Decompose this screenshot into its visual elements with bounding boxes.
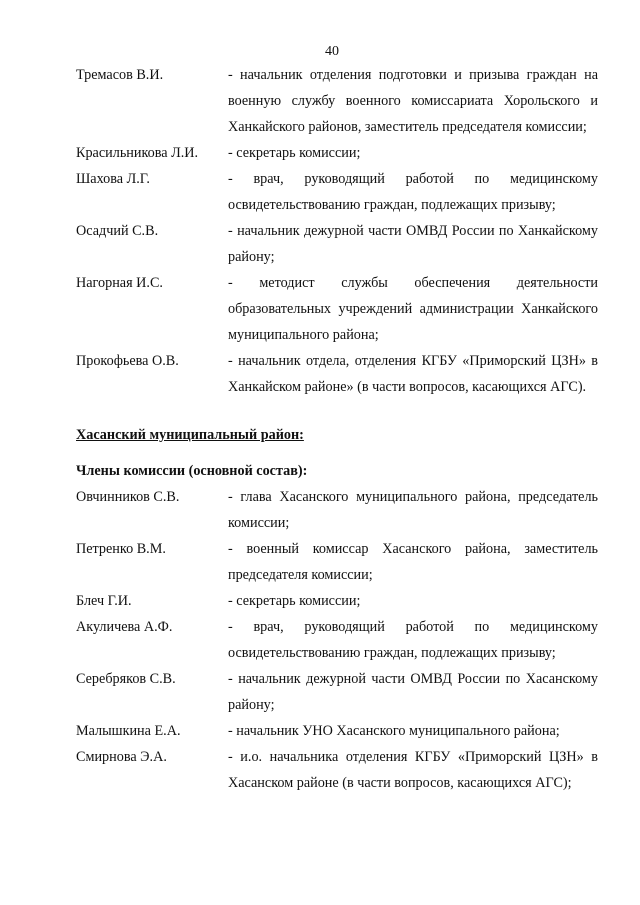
member-entry (76, 166, 598, 218)
member-entry (76, 270, 598, 348)
member-name: Малышкина Е.А. (76, 723, 181, 739)
member-name: Прокофьева О.В. (76, 353, 179, 369)
member-name: Тремасов В.И. (76, 67, 164, 83)
member-role: - начальник отделения подготовки и призыва граждан на военную службу военного комиссариата Хорольского и Ханкайского районов, заместитель председателя комиссии; (228, 67, 598, 135)
member-role: - начальник дежурной части ОМВД России по Хасанскому району; (228, 671, 598, 713)
member-role: - глава Хасанского муниципального района, председатель комиссии; (228, 489, 598, 531)
member-entry (76, 348, 598, 400)
section-heading: Хасанский муниципальный район: (76, 427, 304, 443)
member-role: - военный комиссар Хасанского района, заместитель председателя комиссии; (228, 541, 598, 583)
member-name: Блеч Г.И. (76, 593, 132, 609)
member-name: Петренко В.М. (76, 541, 166, 557)
member-entry (76, 588, 598, 614)
member-entry (76, 218, 598, 270)
member-role: - секретарь комиссии; (228, 593, 361, 609)
member-entry (76, 666, 598, 718)
page-number: 40 (325, 44, 339, 59)
member-entry (76, 484, 598, 536)
member-name: Нагорная И.С. (76, 275, 163, 291)
member-entry (76, 62, 598, 140)
member-name: Акуличева А.Ф. (76, 619, 173, 635)
member-role: - начальник отдела, отделения КГБУ «Приморский ЦЗН» в Ханкайском районе» (в части вопросов, касающихся АГС). (228, 353, 598, 395)
member-role: - и.о. начальника отделения КГБУ «Приморский ЦЗН» в Хасанском районе (в части вопросов, касающихся АГС); (228, 749, 598, 791)
subheading: Члены комиссии (основной состав): (76, 463, 308, 479)
member-entry (76, 614, 598, 666)
member-role: - врач, руководящий работой по медицинскому освидетельствованию граждан, подлежащих призыву; (228, 171, 598, 213)
member-role: - врач, руководящий работой по медицинскому освидетельствованию граждан, подлежащих призыву; (228, 619, 598, 661)
member-name: Осадчий С.В. (76, 223, 159, 239)
member-role: - методист службы обеспечения деятельности образовательных учреждений администрации Ханкайского муниципального района; (228, 275, 598, 343)
document-body (76, 62, 598, 796)
member-name: Красильникова Л.И. (76, 145, 199, 161)
member-role: - секретарь комиссии; (228, 145, 361, 161)
member-entry (76, 536, 598, 588)
member-name: Шахова Л.Г. (76, 171, 150, 187)
member-name: Смирнова Э.А. (76, 749, 167, 765)
member-name: Овчинников С.В. (76, 489, 180, 505)
member-name: Серебряков С.В. (76, 671, 176, 687)
member-entry (76, 140, 598, 166)
member-role: - начальник УНО Хасанского муниципального района; (228, 723, 560, 739)
member-entry (76, 718, 598, 744)
member-entry (76, 744, 598, 796)
member-role: - начальник дежурной части ОМВД России по Ханкайскому району; (228, 223, 598, 265)
